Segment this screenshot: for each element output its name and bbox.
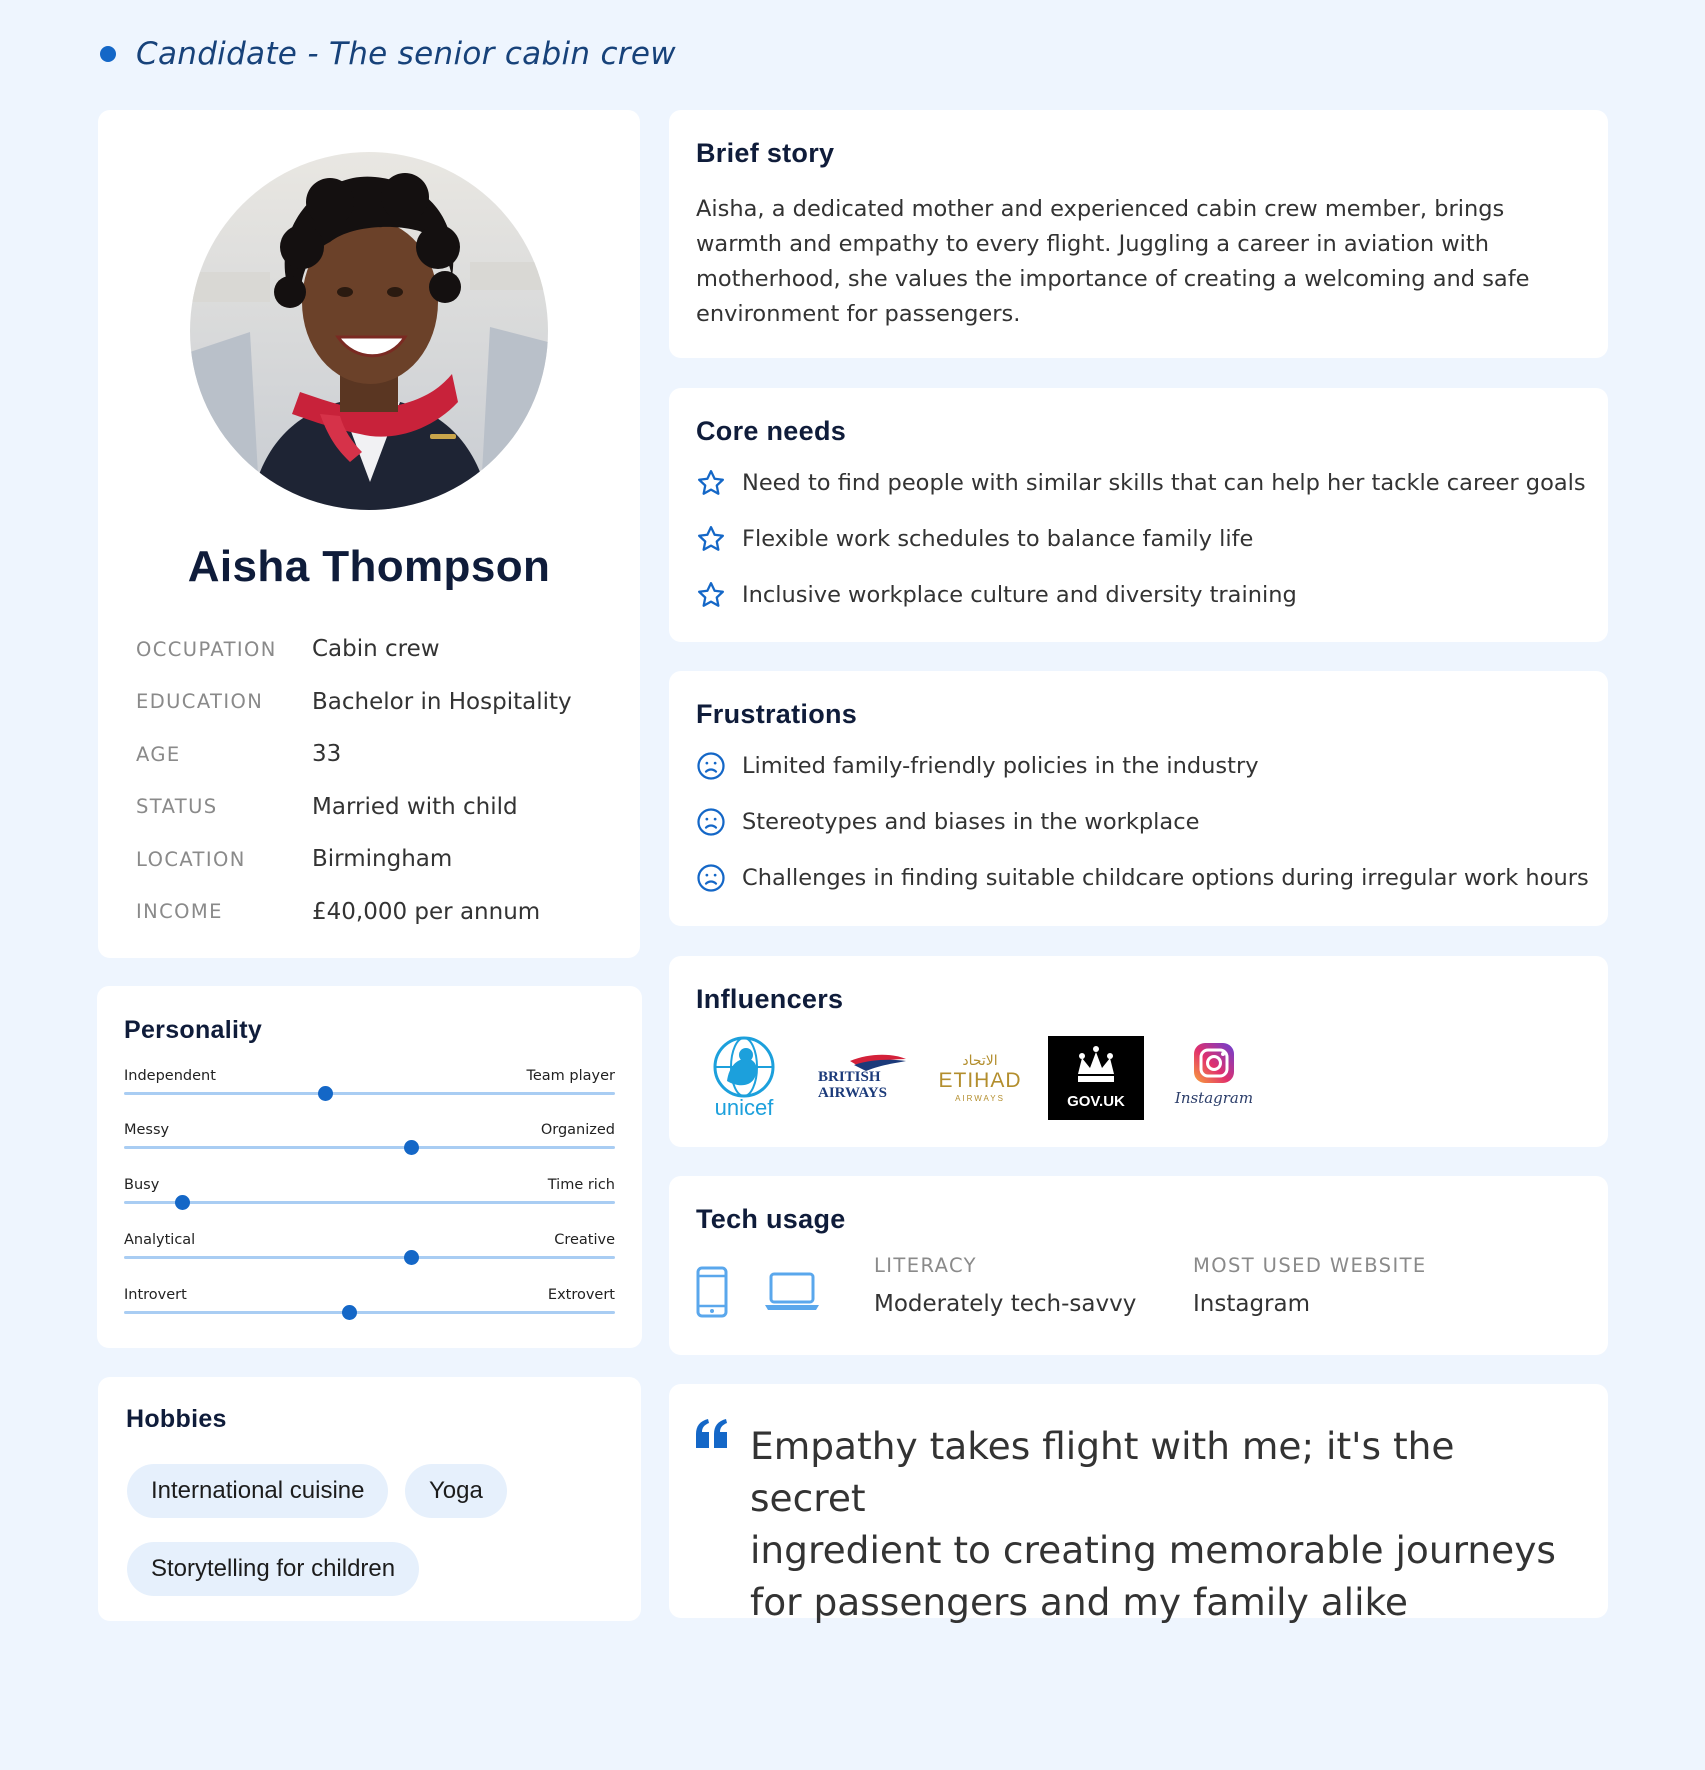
fact-status (136, 781, 616, 834)
unicef-logo-text: unicef (714, 1095, 774, 1119)
fact-label: OCCUPATION (136, 637, 277, 661)
trait-messy-organized (124, 1122, 615, 1162)
story-line: Aisha, a dedicated mother and experienced cabin crew member, brings (696, 196, 1505, 222)
page-header (100, 36, 676, 72)
british-airways-logo (814, 1035, 910, 1119)
trait-track (124, 1146, 615, 1149)
fact-label: AGE (136, 742, 181, 766)
story-line: motherhood, she values the importance of creating a welcoming and safe (696, 266, 1530, 292)
sad-face-icon (696, 751, 726, 781)
avatar (190, 152, 548, 510)
needs-title: Core needs (696, 416, 847, 446)
story-title: Brief story (696, 138, 835, 168)
frustration-text: Challenges in finding suitable childcare options during irregular work hours (742, 865, 1589, 891)
fact-label: INCOME (136, 900, 223, 924)
frustrations-card (669, 671, 1608, 926)
fact-label: LOCATION (136, 847, 246, 871)
laptop-icon (764, 1272, 820, 1312)
hobbies-title: Hobbies (126, 1405, 227, 1433)
story-line: warmth and empathy to every flight. Juggling a career in aviation with (696, 231, 1490, 257)
fact-value: Married with child (312, 793, 518, 820)
tech-title: Tech usage (696, 1204, 846, 1234)
trait-left-label: Independent (124, 1068, 216, 1084)
trait-right-label: Time rich (547, 1177, 615, 1193)
fact-education (136, 676, 616, 729)
story-line: environment for passengers. (696, 301, 1021, 327)
trait-track (124, 1256, 615, 1259)
trait-track (124, 1201, 615, 1204)
personality-card (97, 986, 642, 1348)
person-name: Aisha Thompson (187, 542, 551, 591)
fact-label: EDUCATION (136, 690, 264, 714)
need-item (696, 524, 1253, 554)
svg-text:ETIHAD: ETIHAD (938, 1069, 1022, 1092)
influencers-title: Influencers (696, 984, 844, 1014)
website-group (1193, 1254, 1427, 1317)
fact-value: Bachelor in Hospitality (312, 688, 572, 715)
trait-busy-time-rich (124, 1177, 615, 1217)
fact-value: Birmingham (312, 846, 453, 873)
frustration-item (696, 751, 1259, 781)
trait-track (124, 1092, 615, 1095)
star-icon (696, 468, 726, 498)
brief-story-card (669, 110, 1608, 358)
literacy-label: LITERACY (874, 1254, 977, 1277)
unicef-logo (696, 1035, 792, 1119)
trait-introvert-extrovert (124, 1287, 615, 1327)
trait-independent-team-player (124, 1068, 615, 1108)
trait-knob[interactable] (318, 1086, 333, 1101)
fact-value: £40,000 per annum (312, 898, 541, 925)
trait-right-label: Creative (554, 1232, 615, 1248)
trait-left-label: Busy (124, 1177, 160, 1193)
website-value: Instagram (1193, 1291, 1311, 1317)
quote-line: for passengers and my family alike (750, 1580, 1408, 1624)
trait-right-label: Team player (526, 1068, 615, 1084)
instagram-logo (1166, 1035, 1262, 1119)
star-icon (696, 580, 726, 610)
hobby-chip: Storytelling for children (127, 1542, 419, 1596)
quote-line: Empathy takes flight with me; it's the secret (750, 1424, 1455, 1520)
hobby-chip: Yoga (405, 1464, 507, 1518)
svg-text:BRITISH: BRITISH (818, 1069, 881, 1085)
fact-location (136, 833, 616, 886)
trait-right-label: Organized (540, 1122, 615, 1138)
fact-value: 33 (312, 741, 342, 768)
etihad-logo (932, 1035, 1028, 1119)
fact-value: Cabin crew (312, 636, 440, 663)
trait-track (124, 1311, 615, 1314)
fact-occupation (136, 623, 616, 676)
svg-text:الاتحاد: الاتحاد (962, 1053, 998, 1069)
need-item (696, 580, 1297, 610)
bullet-dot (100, 46, 116, 62)
quote-line: ingredient to creating memorable journeys (750, 1528, 1556, 1572)
trait-knob[interactable] (404, 1250, 419, 1265)
frustration-item (696, 807, 1199, 837)
fact-income (136, 886, 616, 939)
svg-text:AIRWAYS: AIRWAYS (818, 1085, 887, 1101)
trait-right-label: Extrovert (547, 1287, 615, 1303)
quote-text (750, 1420, 1580, 1628)
core-needs-card (669, 388, 1608, 642)
fact-age (136, 728, 616, 781)
frustration-item (696, 863, 1589, 893)
frustrations-title: Frustrations (696, 699, 858, 729)
gov-uk-logo (1048, 1036, 1144, 1120)
trait-knob[interactable] (342, 1305, 357, 1320)
need-text: Flexible work schedules to balance family life (742, 526, 1254, 552)
facts-list (136, 623, 616, 938)
personality-title: Personality (124, 1016, 263, 1044)
fact-label: STATUS (136, 795, 218, 819)
quote-card (669, 1384, 1608, 1624)
trait-left-label: Analytical (124, 1232, 196, 1248)
svg-text:Instagram: Instagram (1174, 1089, 1254, 1107)
need-text: Need to find people with similar skills that can help her tackle career goals (742, 470, 1586, 496)
trait-knob[interactable] (404, 1140, 419, 1155)
influencers-card (669, 956, 1608, 1147)
quote-icon (694, 1418, 730, 1450)
svg-text:GOV.UK: GOV.UK (1067, 1093, 1125, 1110)
trait-left-label: Messy (124, 1122, 170, 1138)
profile-card (98, 110, 640, 958)
frustration-text: Stereotypes and biases in the workplace (742, 809, 1200, 835)
trait-knob[interactable] (175, 1195, 190, 1210)
hobbies-card (98, 1377, 641, 1621)
svg-text:AIRWAYS: AIRWAYS (955, 1094, 1005, 1103)
need-text: Inclusive workplace culture and diversity training (742, 582, 1297, 608)
trait-left-label: Introvert (124, 1287, 187, 1303)
need-item (696, 468, 1586, 498)
story-text (696, 192, 1566, 332)
website-label: MOST USED WEBSITE (1193, 1254, 1427, 1277)
sad-face-icon (696, 807, 726, 837)
frustration-text: Limited family-friendly policies in the industry (742, 753, 1259, 779)
sad-face-icon (696, 863, 726, 893)
literacy-value: Moderately tech-savvy (874, 1291, 1137, 1317)
hobby-chip: International cuisine (127, 1464, 388, 1518)
page-title: Candidate - The senior cabin crew (136, 36, 676, 72)
tech-usage-card (669, 1176, 1608, 1355)
phone-icon (696, 1266, 728, 1318)
star-icon (696, 524, 726, 554)
trait-analytical-creative (124, 1232, 615, 1272)
literacy-group (874, 1254, 1136, 1317)
